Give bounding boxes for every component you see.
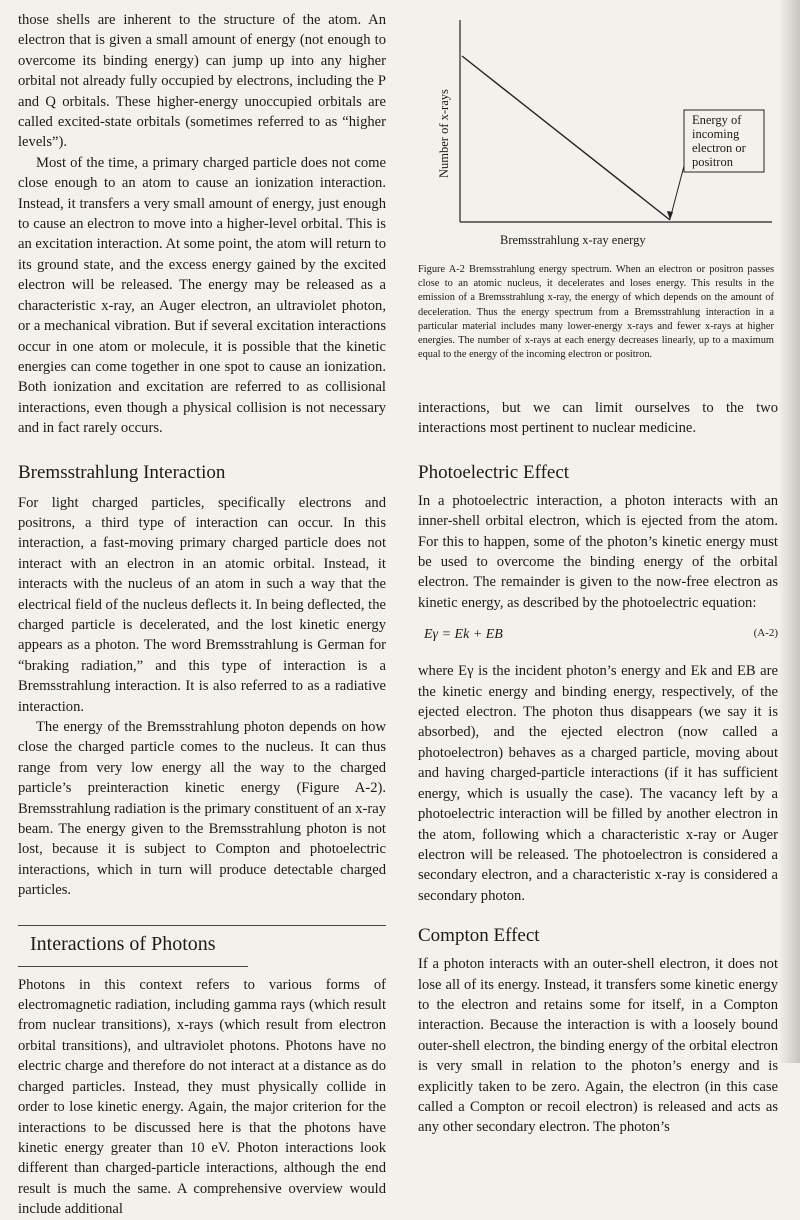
paragraph-photoelectron: where Eγ is the incident photon’s energy and Ek and EB are the kinetic energy and binding energy, respectively, of the ejected electron. The photon thus disappears (we say it is absorbed), and the ejected electron (now called a photoelectron) behaves as a charged particle, moving about and having charged-particle interactions (if it has sufficient energy, which is usually the case). The vacancy left by a photoelectric interaction will be filled by another electron in the atom, following which a characteristic x-ray or Auger electron will be released. The photoelectron is considered a secondary electron, and a characteristic x-ray is considered a secondary photon. (418, 663, 778, 904)
equation-number: (A-2) (753, 627, 778, 640)
bremsstrahlung-heading: Bremsstrahlung Interaction (18, 461, 226, 483)
paragraph-photons: Photons in this context refers to various forms of electromagnetic radiation, including gamma rays (which result from nuclear transitions), x-rays (which result from electron orbital transitions), and ultraviolet photons. Photons have no electric charge and therefore do not interact at a distance as do charged particles. Instead, they must physically collide in order to lose kinetic energy. Again, the major criterion for the interactions to be discussed here is that the photons have kinetic energy greater than 10 eV. Photon interactions look different than charged-particle interactions, although the end result is much the same. A comprehensive overview would include additional (18, 976, 386, 1218)
callout-arrow (670, 166, 684, 219)
bremsstrahlung-spectrum-chart (418, 6, 778, 256)
photoelectric-heading: Photoelectric Effect (418, 461, 570, 483)
paragraph-bremsstrahlung: For light charged particles, specifically electrons and positrons, a third type of interaction can occur. In this interaction, a fast-moving primary charged particle does not interact with an electron in an atomic orbital. Instead, it interacts with the nucleus of an atom in such a way that the electrical field of the nucleus deflects it. In being deflected, the charged particle is decelerated, and the lost kinetic energy appears as a photon. The word Bremsstrahlung is German for “braking radiation,” and this type of interaction is a Bremsstrahlung interaction. It is also referred to as a radiative interaction. (18, 494, 386, 715)
paragraph-compton: If a photon interacts with an outer-shell electron, it does not lose all of its energy. Instead, it transfers some kinetic energy to the electron and retains some for itself, in a Compton interaction. Because the interaction is with a loosely bound outer-shell electron, the binding energy of the orbital electron is very small in relation to the photon’s energy and is explicitly taken to be zero. Again, the electron (in this case called a Compton or recoil electron) is released and acts as any other secondary electron. The photon’s (418, 956, 778, 1136)
x-axis-label: Bremsstrahlung x-ray energy (500, 233, 646, 247)
paragraph-photoelectric: In a photoelectric interaction, a photon interacts with an inner-shell orbital electron, which is ejected from the atom. For this to happen, some of the photon’s kinetic energy must be used to overcome the binding energy of the orbital electron. The remainder is given to the now-free electron as kinetic energy, as described by the photoelectric equation: (418, 492, 778, 611)
section-rule (18, 925, 386, 926)
spectrum-line (462, 56, 670, 220)
figure-a2 (418, 6, 778, 376)
callout-line-2: incoming (692, 127, 740, 141)
figure-caption: Figure A-2 Bremsstrahlung energy spectrum. When an electron or positron passes close to an atomic nucleus, it decelerates and loses energy. This results in the emission of a Bremsstrahlung x-ray, the energy of which depends on the amount of deceleration. Thus the energy spectrum from a Bremsstrahlung interaction in a particular material includes many lower-energy x-rays and fewer x-rays at higher energies. The number of x-rays at each energy decreases linearly, up to a maximum equal to the energy of the incoming electron or positron. (418, 264, 774, 361)
callout-line-3: electron or (692, 141, 746, 155)
callout-line-4: positron (692, 155, 733, 169)
paragraph-shells: those shells are inherent to the structure of the atom. An electron that is given a small amount of energy (not enough to overcome its binding energy) can jump up into any higher orbital not already fully occupied by electrons, including the P and Q orbitals. These higher-energy unoccupied orbitals are called excited-state orbitals (sometimes referred to as “higher levels”). (18, 12, 386, 151)
heading-underline (18, 966, 248, 967)
photoelectric-equation (424, 627, 778, 643)
equation-text: Eγ = Ek + EB (424, 627, 503, 643)
compton-heading: Compton Effect (418, 925, 540, 947)
page-edge-shadow (778, 0, 800, 1063)
left-column (18, 10, 386, 1220)
photons-heading: Interactions of Photons (30, 932, 216, 955)
paragraph-interactions-cont: interactions, but we can limit ourselves to the two interactions most pertinent to nuclear medicine. (418, 400, 778, 437)
y-axis-label: Number of x-rays (437, 89, 451, 178)
callout-line-1: Energy of (692, 113, 742, 127)
paragraph-excitation: Most of the time, a primary charged particle does not come close enough to an atom to cause an ionization interaction. Instead, it transfers a very small amount of energy, just enough to cause an electron to move into a higher-level orbital. This is an excitation interaction. At some point, the atom will return to its ground state, and the excess energy gained by the excited electron will be released. The energy may be released as a characteristic x-ray, an Auger electron, an ultraviolet photon, or a mechanical vibration. But if several excitation interactions occur in one atom or molecule, it is possible that the kinetic energies can come together in one spot to cause an ionization. Both ionization and excitation are referred to as collisional interactions, even though a physical collision is not necessary and in fact rarely occurs. (18, 154, 387, 437)
right-column (418, 398, 778, 1138)
paragraph-bremsstrahlung-energy: The energy of the Bremsstrahlung photon depends on how close the charged particle comes to the nucleus. It can thus range from very low energy all the way to the charged particle’s preinteraction kinetic energy (Figure A-2). Bremsstrahlung radiation is the primary constituent of an x-ray beam. The energy given to the Bremsstrahlung photon is not lost, because it is subject to Compton and photoelectric interactions, which in turn will produce detectable charged particles. (18, 719, 386, 899)
